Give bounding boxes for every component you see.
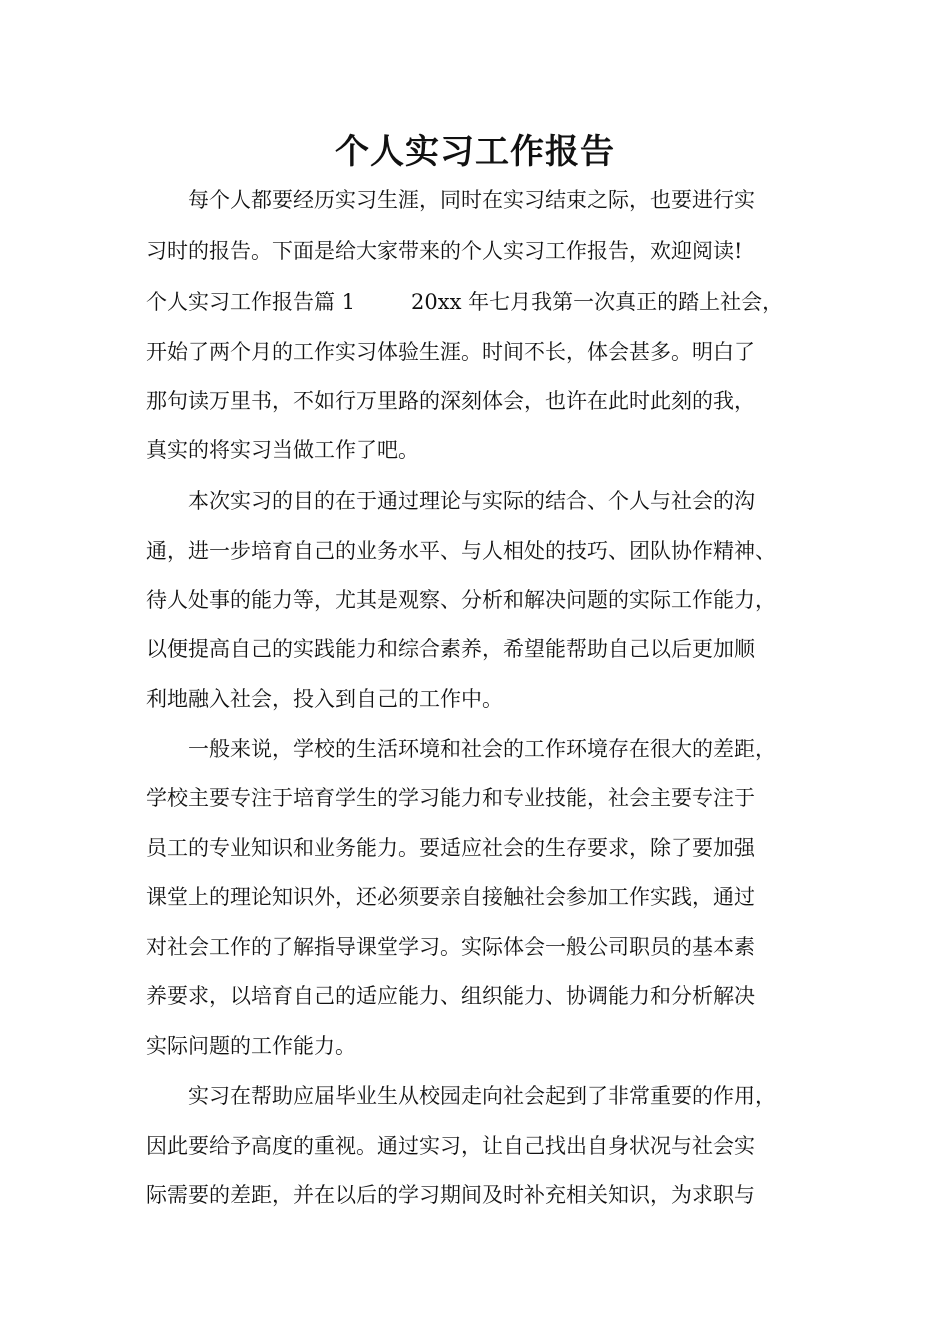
paragraph-line: 那句读万里书，不如行万里路的深刻体会，也许在此时此刻的我，: [146, 389, 755, 413]
paragraph-line: 员工的专业知识和业务能力。要适应社会的生存要求，除了要加强: [146, 836, 755, 860]
paragraph-line: 课堂上的理论知识外，还必须要亲自接触社会参加工作实践，通过: [146, 885, 755, 909]
paragraph-line: 开始了两个月的工作实习体验生涯。时间不长，体会甚多。明白了: [146, 340, 755, 364]
section-heading: 个人实习工作报告篇 1: [146, 290, 356, 314]
paragraph-line: 学校主要专注于培育学生的学习能力和专业技能，社会主要专注于: [146, 786, 755, 810]
paragraph-line: 对社会工作的了解指导课堂学习。实际体会一般公司职员的基本素: [146, 935, 755, 959]
document-title: 个人实习工作报告: [335, 132, 615, 172]
paragraph-line: 习时的报告。下面是给大家带来的个人实习工作报告，欢迎阅读!: [146, 239, 743, 263]
paragraph-line: 际需要的差距，并在以后的学习期间及时补充相关知识，为求职与: [146, 1183, 755, 1207]
paragraph-line: 实习在帮助应届毕业生从校园走向社会起到了非常重要的作用，: [188, 1084, 776, 1108]
paragraph-line: 一般来说，学校的生活环境和社会的工作环境存在很大的差距，: [188, 737, 776, 761]
paragraph-line: 每个人都要经历实习生涯，同时在实习结束之际，也要进行实: [188, 188, 755, 212]
paragraph-line: 通，进一步培育自己的业务水平、与人相处的技巧、团队协作精神、: [146, 539, 776, 563]
paragraph-line: 本次实习的目的在于通过理论与实际的结合、个人与社会的沟: [188, 489, 755, 513]
paragraph-line: 待人处事的能力等，尤其是观察、分析和解决问题的实际工作能力，: [146, 588, 776, 612]
paragraph-line: 真实的将实习当做工作了吧。: [146, 438, 419, 462]
paragraph-line: 实际问题的工作能力。: [146, 1034, 356, 1058]
paragraph-line: 以便提高自己的实践能力和综合素养，希望能帮助自己以后更加顺: [146, 637, 755, 661]
section-first-line: 20xx 年七月我第一次真正的踏上社会，: [411, 290, 784, 314]
paragraph-line: 利地融入社会，投入到自己的工作中。: [146, 687, 503, 711]
section-line: [146, 287, 826, 317]
paragraph-line: 因此要给予高度的重视。通过实习，让自己找出自身状况与社会实: [146, 1134, 755, 1158]
paragraph-line: 养要求，以培育自己的适应能力、组织能力、协调能力和分析解决: [146, 984, 755, 1008]
